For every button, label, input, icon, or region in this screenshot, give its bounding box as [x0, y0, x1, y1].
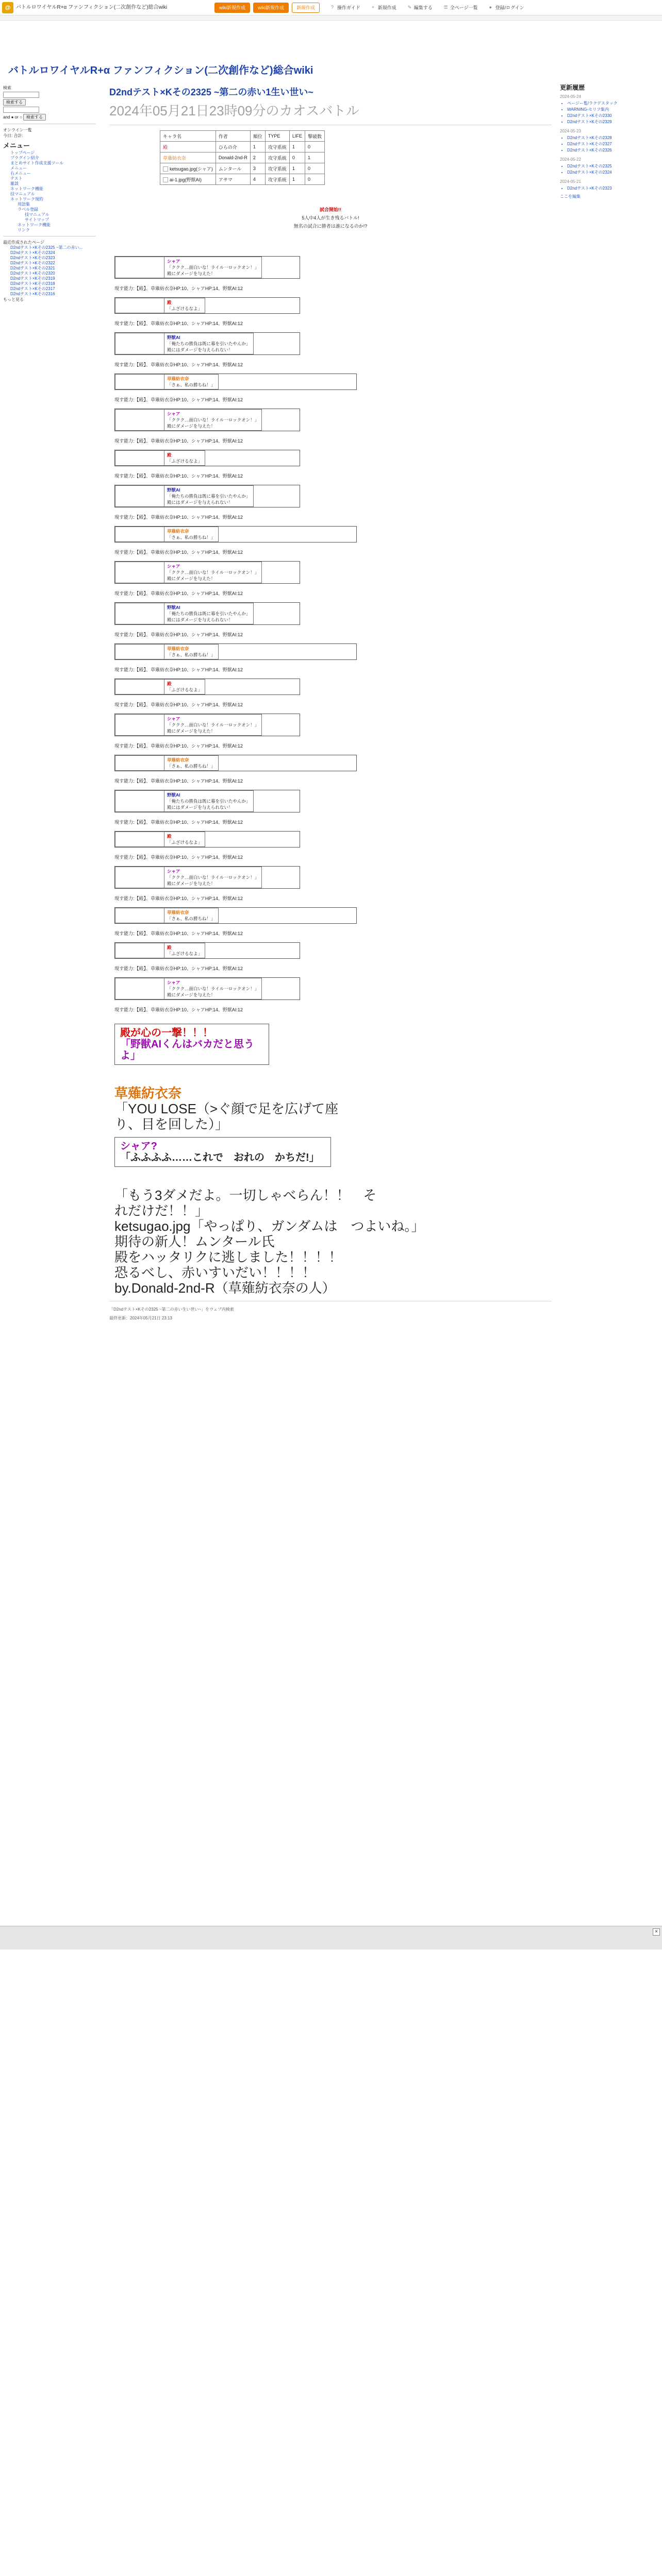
menu-item[interactable]: 右メニュー — [10, 171, 31, 176]
pencil-icon: ✎ — [407, 5, 412, 10]
speaker-line: 「ククク…面白いな！ライル一ロックオン！」 — [167, 722, 259, 727]
portrait-image — [115, 333, 164, 354]
speaker-line: 「さぁ、私の勝ちね！」 — [167, 535, 216, 540]
portrait-image — [115, 257, 164, 278]
speaker-name: 殿 — [167, 834, 172, 839]
battle-text — [164, 680, 205, 694]
speaker-line: 「ククク…面白いな！ライル一ロックオン！」 — [167, 417, 259, 422]
finale-card — [114, 1024, 269, 1065]
battle-text — [164, 791, 254, 812]
history-date: 2024-05-22 — [560, 157, 581, 162]
intro-line: 5人中4人が生き残るバトル! — [302, 215, 359, 221]
portrait-image — [115, 562, 164, 583]
counter: 今日: 合計: — [3, 133, 23, 138]
speaker-name: シャア — [167, 259, 180, 264]
menu-subitem[interactable]: リンク — [18, 228, 30, 232]
help-icon: ? — [331, 5, 334, 10]
history-list — [560, 135, 658, 153]
portrait-image — [115, 978, 164, 999]
damage-line: 殿にダメージを与えた！ — [167, 423, 216, 429]
speaker-name: 野獣AI — [167, 335, 180, 340]
latest-item[interactable]: D2ndテスト×Kその2318 — [10, 281, 55, 286]
turn-status: 現す能力:【殿】、草薙紡衣奈HP:10、シャアHP:14、野獣AI:12 — [114, 778, 243, 784]
close-icon[interactable]: × — [653, 1928, 660, 1936]
turn-status: 現す能力:【殿】、草薙紡衣奈HP:10、シャアHP:14、野獣AI:12 — [114, 591, 243, 596]
table-cell: 攻守系統 — [265, 152, 289, 163]
wiki-create-button[interactable]: wiki新規作成 — [214, 3, 250, 13]
history-item[interactable]: • D2ndテスト×Kその2326 — [567, 148, 658, 153]
sub-bar — [0, 15, 662, 21]
turn-status: 現す能力:【殿】、草薙紡衣奈HP:10、シャアHP:14、野獣AI:12 — [114, 286, 243, 291]
damage-line: 殿にダメージを与えた！ — [167, 271, 216, 276]
portrait-image — [115, 410, 164, 431]
image-icon — [163, 166, 168, 172]
battle-text — [164, 978, 262, 999]
table-cell: 4 — [250, 174, 265, 185]
intro-line: 無名の試合に勝者は誰になるのか!? — [293, 224, 368, 229]
portrait-image — [115, 832, 164, 847]
overlay-ad-bar — [0, 1926, 662, 1950]
search-mode[interactable]: and ● or ○ 検索する — [3, 114, 96, 121]
search-button[interactable]: 検索する — [3, 99, 26, 106]
menu-heading: メニュー — [3, 142, 30, 149]
portrait-image — [115, 791, 164, 812]
battle-text — [164, 257, 262, 278]
table-cell: 攻守系統 — [265, 163, 289, 174]
speaker-line: 「ふざけるなよ」 — [167, 951, 203, 956]
portrait-image — [115, 298, 164, 313]
portrait-image — [115, 715, 164, 736]
turn-status: 現す能力:【殿】、草薙紡衣奈HP:10、シャアHP:14、野獣AI:12 — [114, 362, 243, 367]
portrait-image — [115, 645, 164, 659]
battle-text — [164, 333, 254, 354]
speaker-line: 「ククク…面白いな！ライル一ロックオン！」 — [167, 265, 259, 270]
history-date: 2024-05-21 — [560, 179, 581, 184]
speaker-line: 「俺たちの勝負は既に幕を引いたやんか」 — [167, 494, 251, 499]
column-header: 作者 — [216, 131, 250, 142]
site-name: バトルロワイヤルR+α ファンフィクション(二次創作など)総合wiki — [16, 5, 168, 10]
battle-text — [164, 451, 205, 466]
finale-line: 「もう3ダメだよ。一切しゃべらん！！ それだけだ！！」 — [114, 1188, 377, 1218]
image-icon — [163, 177, 168, 182]
column-header: LIFE — [289, 131, 305, 142]
finale-line: 殿が心の一撃！！！ — [120, 1027, 213, 1039]
damage-line: 殿にはダメージを与えられない！ — [167, 347, 233, 352]
speaker-name: 殿 — [167, 945, 172, 950]
user-icon: ● — [489, 5, 492, 10]
table-header-row — [160, 131, 325, 142]
more-link[interactable]: もっと見る — [3, 297, 24, 302]
table-cell: 0 — [305, 163, 324, 174]
menu-subitem[interactable]: ラベル登録 — [18, 207, 38, 212]
speaker-line: 「ククク…面白いな！ライル一ロックオン！」 — [167, 570, 259, 575]
history-item[interactable]: • D2ndテスト×Kその2328 — [567, 135, 658, 141]
history-item[interactable]: • D2ndテスト×Kその2323 — [567, 186, 658, 191]
latest-item[interactable]: D2ndテスト×Kその2322 — [10, 261, 55, 265]
history-list — [560, 164, 658, 175]
menu-subitem[interactable]: 技マニュアル — [25, 212, 49, 217]
column-header: TYPE — [265, 131, 289, 142]
table-cell: 攻守系統 — [265, 174, 289, 185]
damage-line: 殿にダメージを与えた！ — [167, 728, 216, 734]
menu-item[interactable]: ネットワーク規約 — [10, 197, 43, 201]
battle-card — [114, 374, 357, 390]
speaker-line: 「俺たちの勝負は既に幕を引いたやんか」 — [167, 611, 251, 616]
turn-status: 現す能力:【殿】、草薙紡衣奈HP:10、シャアHP:14、野獣AI:12 — [114, 321, 243, 326]
site-logo[interactable] — [0, 2, 211, 13]
finale-line: 「ふふふふ……これで おれの かちだ!」 — [120, 1152, 320, 1163]
site-title[interactable]: バトルロワイヤルR+α ファンフィクション(二次創作など)総合wiki — [8, 65, 313, 76]
table-row — [160, 163, 325, 174]
menu-item[interactable]: メニュー — [10, 166, 27, 171]
column-header: キャラ名 — [160, 131, 216, 142]
speaker-name: シャア — [167, 411, 180, 416]
history-list — [560, 101, 658, 125]
damage-line: 殿にダメージを与えた！ — [167, 576, 216, 581]
battle-text — [164, 715, 262, 736]
speaker-name: 草薙紡衣奈 — [167, 646, 189, 651]
turn-status: 現す能力:【殿】、草薙紡衣奈HP:10、シャアHP:14、野獣AI:12 — [114, 820, 243, 825]
turn-status: 現す能力:【殿】、草薙紡衣奈HP:10、シャアHP:14、野獣AI:12 — [114, 397, 243, 402]
battle-text — [164, 527, 219, 542]
turn-status: 現す能力:【殿】、草薙紡衣奈HP:10、シャアHP:14、野獣AI:12 — [114, 966, 243, 971]
speaker-line: 「ふざけるなよ」 — [167, 306, 203, 311]
wiki-search-button[interactable]: 検索する — [23, 114, 46, 121]
history-item[interactable]: • D2ndテスト×Kその2324 — [567, 170, 658, 175]
latest-item[interactable]: D2ndテスト×Kその2319 — [10, 276, 55, 281]
portrait-image — [115, 680, 164, 694]
table-cell: 0 — [305, 174, 324, 185]
speaker-line: 「ククク…面白いな！ライル一ロックオン！」 — [167, 875, 259, 880]
battle-text — [164, 603, 254, 624]
top-bar — [0, 0, 662, 15]
finale-line: 殿をハッタリクに逃しました！！！！ — [114, 1249, 342, 1265]
battle-card — [114, 866, 300, 889]
table-row — [160, 174, 325, 185]
turn-status: 現す能力:【殿】、草薙紡衣奈HP:10、シャアHP:14、野獣AI:12 — [114, 743, 243, 749]
battle-text — [164, 410, 262, 431]
latest-item[interactable]: D2ndテスト×Kその2324 — [10, 250, 55, 255]
latest-item[interactable]: D2ndテスト×Kその2321 — [10, 266, 55, 270]
battle-card — [114, 602, 300, 625]
turn-status: 現す能力:【殿】、草薙紡衣奈HP:10、シャアHP:14、野獣AI:12 — [114, 632, 243, 637]
turn-status: 現す能力:【殿】、草薙紡衣奈HP:10、シャアHP:14、野獣AI:12 — [114, 550, 243, 555]
battle-text — [164, 298, 205, 313]
finale — [114, 1024, 552, 1296]
speaker-line: 「さぁ、私の勝ちね！」 — [167, 764, 216, 769]
speaker-name: 野獣AI — [167, 605, 180, 610]
menu-subitem[interactable]: 用語集 — [18, 202, 30, 207]
menu-item[interactable]: 技マニュアル — [10, 192, 35, 196]
edit-link[interactable]: ✎ 編集する — [407, 5, 433, 10]
battle-card — [114, 679, 300, 695]
turn-status: 現す能力:【殿】、草薙紡衣奈HP:10、シャアHP:14、野獣AI:12 — [114, 702, 243, 707]
history-date: 2024-05-24 — [560, 94, 581, 99]
speaker-name: 草薙紡衣奈 — [167, 529, 189, 534]
search-input[interactable] — [3, 92, 39, 98]
battle-card — [114, 409, 300, 431]
page-subtitle: 2024年05月21日23時09分のカオスバトル — [109, 103, 359, 118]
finale-line: 恐るべし、赤いすいだい！！！！ — [114, 1265, 316, 1280]
breadcrumb[interactable]: 「D2ndテスト×Kその2325 ~第二の赤い生い世い~」をウェブ内検索 — [109, 1307, 234, 1312]
battle-card — [114, 907, 357, 924]
latest-heading: 最近作成されたページ — [3, 240, 44, 245]
portrait-image — [115, 756, 164, 771]
table-cell: 1 — [289, 174, 305, 185]
battle-card — [114, 256, 300, 279]
finale-line: 「野獣AIくんはバカだと思うよ」 — [120, 1039, 254, 1061]
history-list — [560, 186, 658, 191]
speaker-name: シャア — [167, 716, 180, 721]
column-header: 順位 — [250, 131, 265, 142]
online-list-link[interactable]: オンライン一覧 — [3, 128, 32, 132]
menu-item[interactable]: プラグイン紹介 — [10, 156, 39, 160]
finale-line: 「YOU LOSE（>ぐ顔で足を広げて座り、目を回した）」 — [114, 1101, 339, 1132]
finale-line: 草薙紡衣奈 — [114, 1086, 182, 1101]
list-icon: ☰ — [443, 5, 448, 10]
history-heading: 更新履歴 — [560, 84, 585, 91]
battle-intro — [109, 206, 552, 230]
history-item[interactable]: • WARNING-セリフ集内 — [567, 107, 658, 112]
table-cell: 1 — [289, 142, 305, 152]
menu-item[interactable]: ネットワーク機能 — [10, 187, 43, 191]
portrait-image — [115, 908, 164, 923]
battle-text — [164, 943, 205, 958]
speaker-name: シャア — [167, 980, 180, 985]
history-item[interactable]: • D2ndテスト×Kその2330 — [567, 113, 658, 118]
table-row — [160, 152, 325, 163]
speaker-name: シャア — [167, 869, 180, 874]
battle-text — [164, 375, 219, 389]
latest-item[interactable]: D2ndテスト×Kその2323 — [10, 256, 55, 260]
table-cell: 草薙紡衣奈 — [160, 152, 216, 163]
edit-link[interactable]: ここを編集 — [560, 194, 581, 199]
menu-subitem[interactable]: ネットワーク機能 — [18, 223, 51, 227]
finale-line: シャア? — [120, 1141, 157, 1152]
plus-icon: + — [371, 5, 375, 10]
turn-status: 現す能力:【殿】、草薙紡衣奈HP:10、シャアHP:14、野獣AI:12 — [114, 1007, 243, 1012]
speaker-name: 野獣AI — [167, 792, 180, 798]
table-cell: 0 — [305, 142, 324, 152]
speaker-name: 草薙紡衣奈 — [167, 757, 189, 762]
latest-item[interactable]: D2ndテスト×Kその2317 — [10, 286, 55, 291]
damage-line: 殿にはダメージを与えられない！ — [167, 500, 233, 505]
speaker-line: 「ふざけるなよ」 — [167, 687, 203, 692]
search-label: 検索 — [3, 86, 11, 90]
battle-card — [114, 831, 300, 848]
damage-line: 殿にはダメージを与えられない！ — [167, 617, 233, 622]
wiki-create-button-2[interactable]: wiki新規作成 — [253, 3, 289, 13]
table-cell: ひらの介 — [216, 142, 250, 152]
menu-item[interactable]: まとめサイト作成支援ツール — [10, 161, 64, 165]
finale-line: ketsugao.jpg「やっぱり、ガンダムは つよいね。」 — [114, 1218, 425, 1234]
login-link[interactable]: ● 登録/ログイン — [489, 5, 524, 10]
speaker-line: 「俺たちの勝負は既に幕を引いたやんか」 — [167, 799, 251, 804]
turn-status: 現す能力:【殿】、草薙紡衣奈HP:10、シャアHP:14、野獣AI:12 — [114, 896, 243, 901]
battle-card — [114, 297, 300, 314]
speaker-name: シャア — [167, 564, 180, 569]
left-sidebar — [3, 85, 96, 302]
speaker-line: 「ふざけるなよ」 — [167, 840, 203, 845]
history-item[interactable]: • D2ndテスト×Kその2327 — [567, 142, 658, 147]
guide-link[interactable]: ? 操作ガイド — [331, 5, 360, 10]
battle-card — [114, 977, 300, 1000]
battle-card — [114, 942, 300, 959]
table-cell: 殿 — [160, 142, 216, 152]
table-cell: 1 — [289, 163, 305, 174]
speaker-line: 「ふざけるなよ」 — [167, 459, 203, 464]
table-cell: ketsugao.jpg(シャア) — [160, 163, 216, 174]
portrait-image — [115, 527, 164, 542]
menu-item[interactable]: トップページ — [10, 150, 35, 155]
speaker-name: 草薙紡衣奈 — [167, 376, 189, 381]
table-cell: Donald-2nd-R — [216, 152, 250, 163]
menu-item[interactable]: テスト — [10, 176, 23, 181]
portrait-image — [115, 943, 164, 958]
intro-line: 試合開始!! — [320, 207, 341, 212]
speaker-line: 「さぁ、私の勝ちね！」 — [167, 916, 216, 921]
turn-status: 現す能力:【殿】、草薙紡衣奈HP:10、シャアHP:14、野獣AI:12 — [114, 473, 243, 479]
table-cell: 0 — [289, 152, 305, 163]
latest-item[interactable]: D2ndテスト×Kその2316 — [10, 292, 55, 296]
speaker-name: 殿 — [167, 681, 172, 686]
table-cell: 2 — [250, 152, 265, 163]
latest-item[interactable]: D2ndテスト×Kその2320 — [10, 271, 55, 276]
damage-line: 殿にはダメージを与えられない！ — [167, 805, 233, 810]
turn-status: 現す能力:【殿】、草薙紡衣奈HP:10、シャアHP:14、野獣AI:12 — [114, 855, 243, 860]
speaker-line: 「ククク…面白いな！ライル一ロックオン！」 — [167, 986, 259, 991]
portrait-image — [115, 603, 164, 624]
finale-line: 期待の新人！ムンタール氏 — [114, 1234, 275, 1249]
battle-card — [114, 526, 357, 543]
battle-text — [164, 832, 205, 847]
battle-text — [164, 908, 219, 923]
main-content — [109, 85, 552, 1321]
damage-line: 殿にダメージを与えた！ — [167, 992, 216, 997]
turn-status: 現す能力:【殿】、草薙紡衣奈HP:10、シャアHP:14、野獣AI:12 — [114, 931, 243, 936]
column-header: 撃破数 — [305, 131, 324, 142]
battle-text — [164, 562, 262, 583]
page-title: D2ndテスト×Kその2325 ~第二の赤い1生い世い~ — [109, 87, 313, 97]
finale-line: by.Donald-2nd-R（草薙紡衣奈の人） — [114, 1280, 336, 1296]
battle-text — [164, 486, 254, 507]
battle-text — [164, 867, 262, 888]
table-cell: ムンタール — [216, 163, 250, 174]
all-pages-link[interactable]: ☰ 全ページ一覧 — [443, 5, 478, 10]
portrait-image — [115, 451, 164, 466]
portrait-image — [115, 375, 164, 389]
battle-card — [114, 790, 300, 812]
table-cell: 1 — [305, 152, 324, 163]
menu-subitem[interactable]: サイトマップ — [25, 217, 49, 222]
new-link[interactable]: + 新規作成 — [371, 5, 396, 10]
speaker-name: 殿 — [167, 300, 172, 305]
battle-card — [114, 755, 357, 771]
portrait-image — [115, 867, 164, 888]
history-item[interactable]: • D2ndテスト×Kその2329 — [567, 120, 658, 125]
speaker-name: 野獣AI — [167, 487, 180, 493]
speaker-name: 草薙紡衣奈 — [167, 910, 189, 915]
battle-card — [114, 485, 300, 507]
battle-card — [114, 561, 300, 584]
table-cell: 攻守系統 — [265, 142, 289, 152]
table-cell: 1 — [250, 142, 265, 152]
speaker-line: 「さぁ、私の勝ちね！」 — [167, 652, 216, 657]
battle-text — [164, 756, 219, 771]
summary-table — [160, 130, 325, 185]
battle-log — [114, 256, 552, 1013]
table-cell: 3 — [250, 163, 265, 174]
atwiki-logo-icon: @ — [2, 2, 13, 13]
damage-line: 殿にダメージを与えた！ — [167, 881, 216, 886]
table-cell: ai-1.jpg(野獣AI) — [160, 174, 216, 185]
turn-status: 現す能力:【殿】、草薙紡衣奈HP:10、シャアHP:14、野獣AI:12 — [114, 667, 243, 672]
right-sidebar — [560, 85, 658, 199]
finale-card-2 — [114, 1137, 331, 1167]
menu-item[interactable]: 雑談 — [10, 181, 19, 186]
history-item[interactable]: • ページー覧/ラクデスタック — [567, 101, 658, 106]
speaker-line: 「さぁ、私の勝ちね！」 — [167, 382, 216, 387]
portrait-image — [115, 486, 164, 507]
history-item[interactable]: • D2ndテスト×Kその2325 — [567, 164, 658, 169]
wiki-search-input[interactable] — [3, 107, 39, 113]
table-cell: アサマ — [216, 174, 250, 185]
speaker-line: 「俺たちの勝負は既に幕を引いたやんか」 — [167, 341, 251, 346]
speaker-name: 殿 — [167, 452, 172, 457]
table-row — [160, 142, 325, 152]
turn-status: 現す能力:【殿】、草薙紡衣奈HP:10、シャアHP:14、野獣AI:12 — [114, 515, 243, 520]
battle-text — [164, 645, 219, 659]
battle-card — [114, 714, 300, 736]
battle-card — [114, 643, 357, 660]
latest-item[interactable]: D2ndテスト×Kその2325 ~第二の赤い... — [10, 245, 83, 250]
battle-card — [114, 450, 300, 466]
history-date: 2024-05-23 — [560, 129, 581, 133]
turn-status: 現す能力:【殿】、草薙紡衣奈HP:10、シャアHP:14、野獣AI:12 — [114, 438, 243, 444]
last-updated: 最終更新：2024年05月21日 23:13 — [109, 1316, 172, 1320]
new-page-button[interactable]: 新規作成 — [292, 3, 320, 13]
battle-card — [114, 332, 300, 355]
